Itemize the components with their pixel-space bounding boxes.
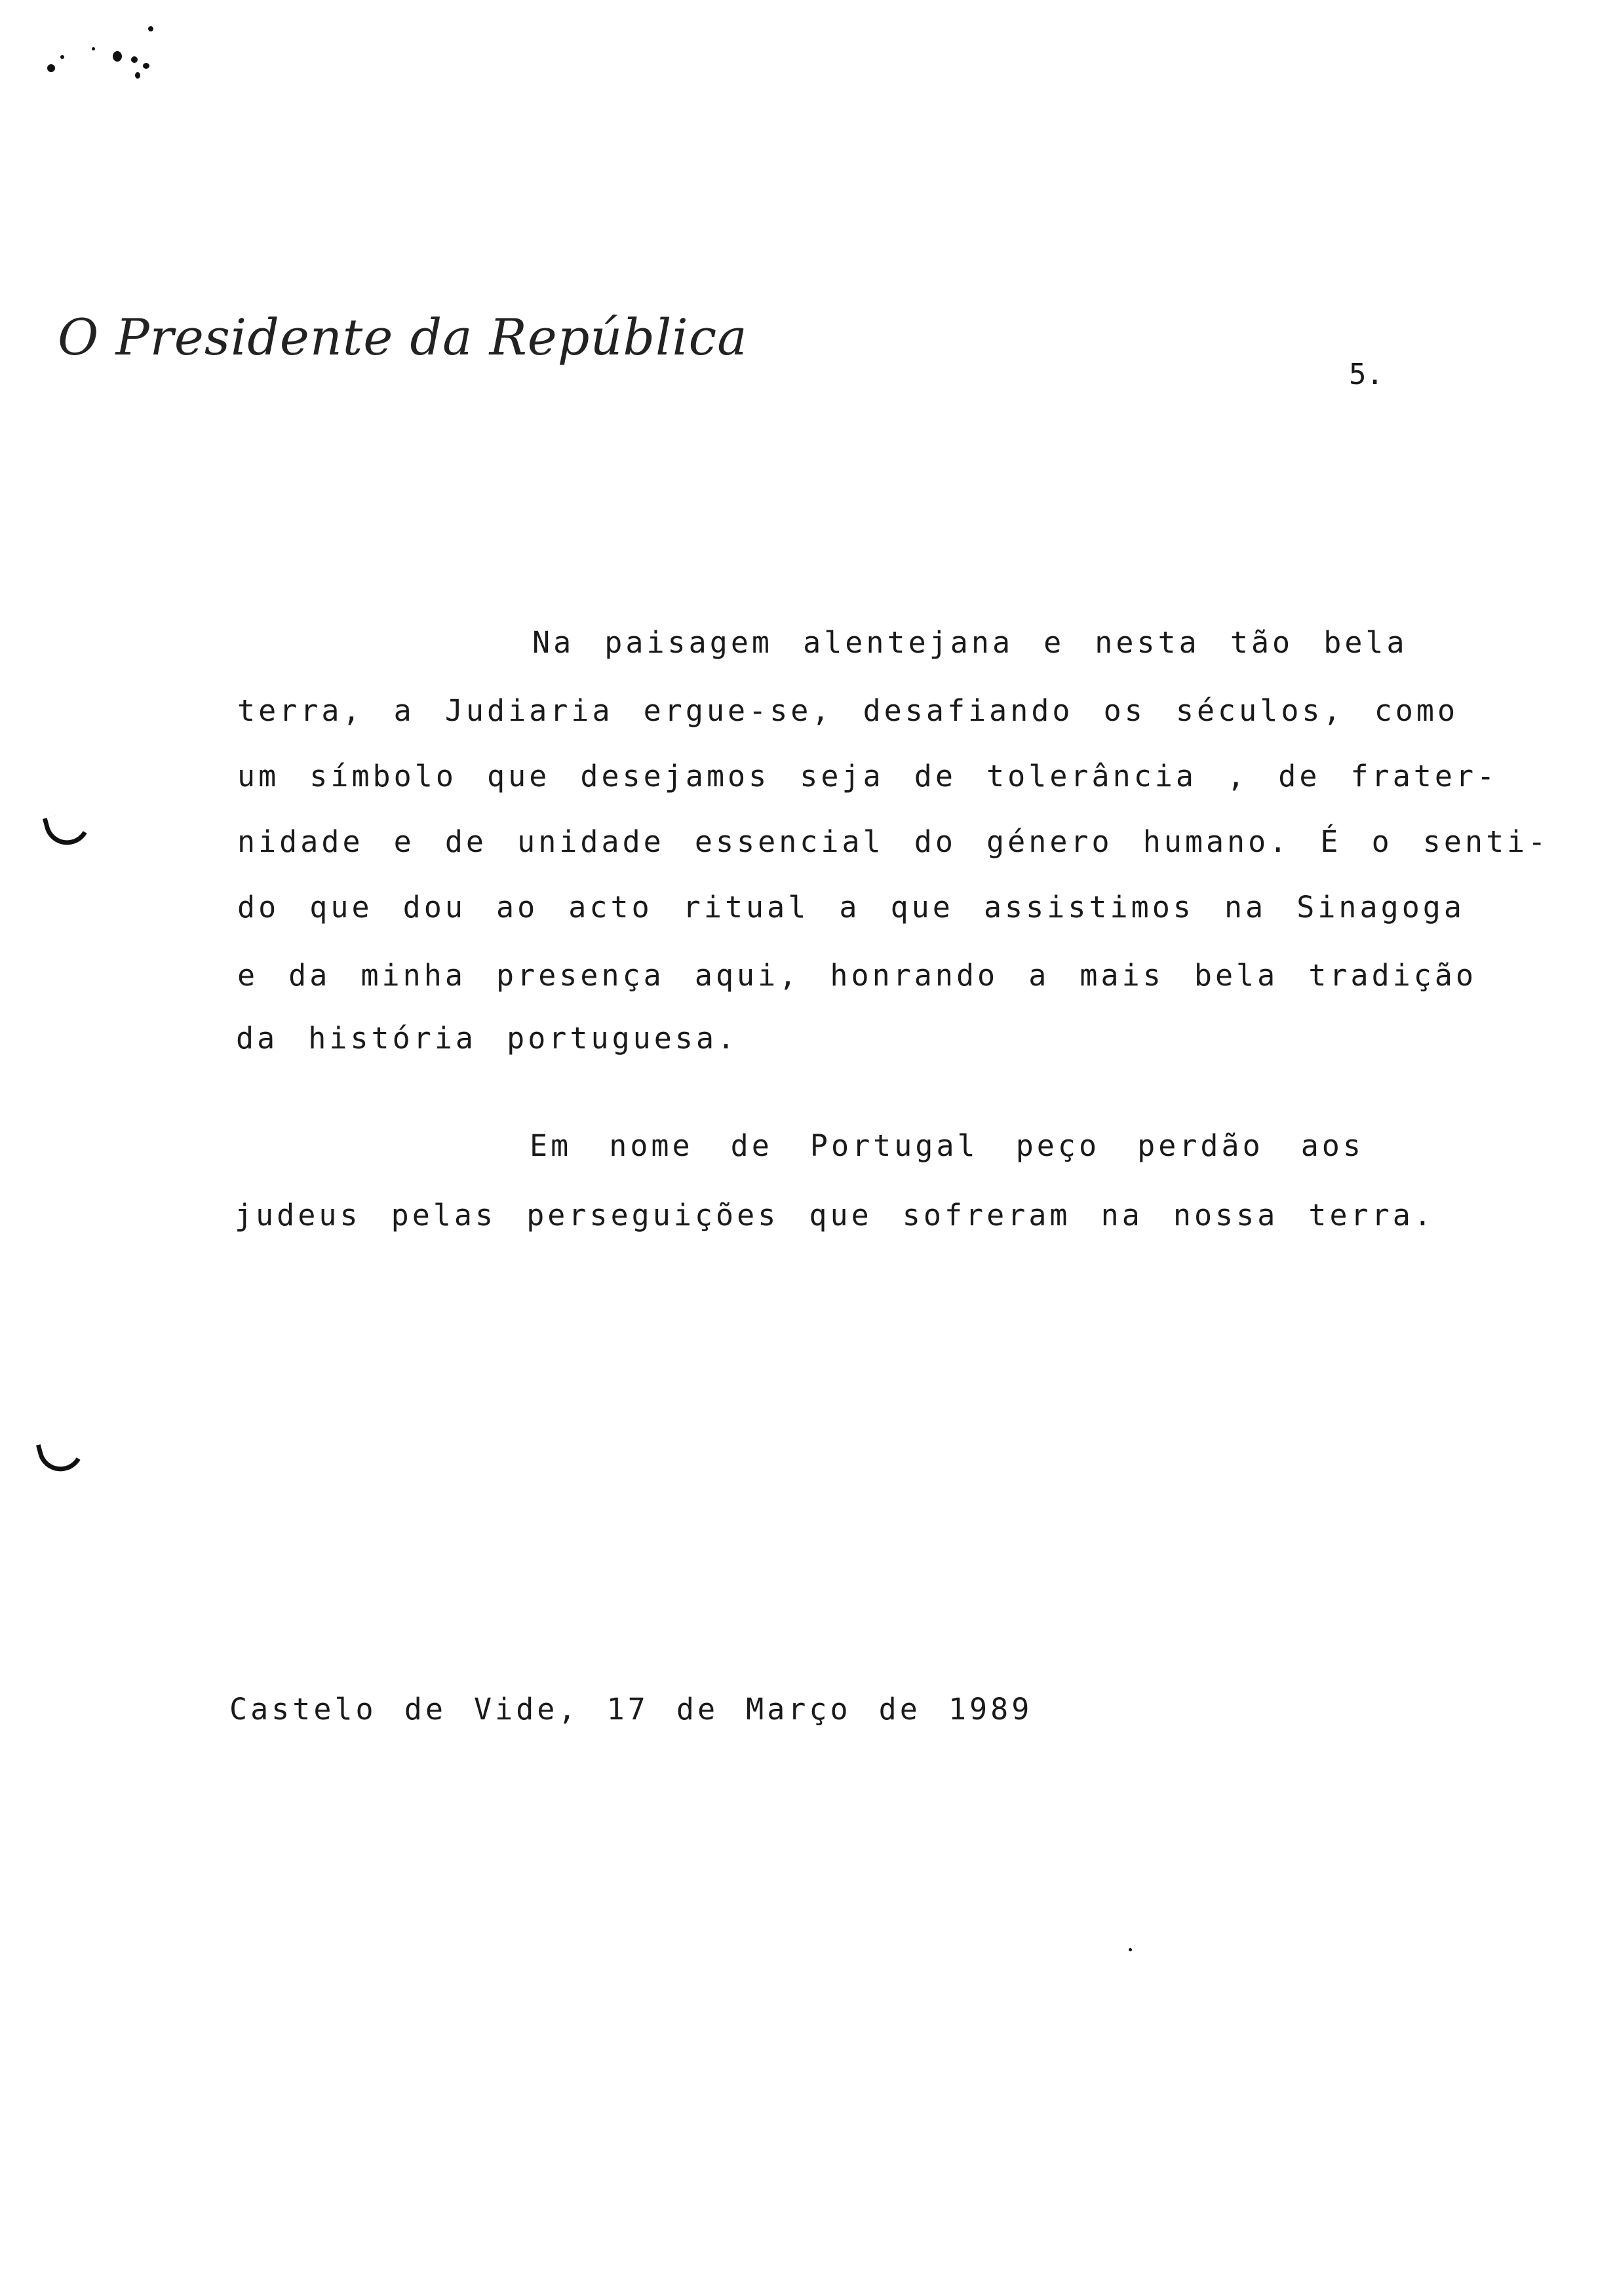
paragraph-line: da história portuguesa. [236,1021,739,1056]
ink-speck [135,72,140,79]
place-date: Castelo de Vide, 17 de Março de 1989 [229,1692,1033,1727]
ink-speck [113,51,122,62]
ink-speck [47,64,55,72]
ink-speck [60,55,64,59]
paragraph-line: um símbolo que desejamos seja de tolerância , de frater- [237,759,1498,794]
page-number: 5. [1349,358,1384,391]
ink-speck [143,63,149,69]
paragraph-line: judeus pelas perseguições que sofreram na nossa terra. [235,1198,1435,1233]
paragraph-line: Na paisagem alentejana e nesta tão bela [532,625,1408,660]
ink-speck [1129,1948,1132,1951]
paragraph-line: do que dou ao acto ritual a que assistimos na Sinagoga [237,890,1465,925]
paragraph-line: nidade e de unidade essencial do género humano. É o senti- [237,824,1549,859]
ink-speck [148,26,153,31]
paragraph-line: Em nome de Portugal peço perdão aos [530,1128,1364,1163]
paragraph-line: e da minha presença aqui, honrando a mais bela tradição [237,958,1477,993]
ink-speck [92,47,95,50]
paragraph-line: terra, a Judiaria ergue-se, desafiando os séculos, como [237,693,1459,728]
letterhead: O Presidente da República [58,308,748,366]
margin-mark [43,807,95,850]
ink-speck [131,56,138,63]
margin-mark [36,1434,88,1476]
